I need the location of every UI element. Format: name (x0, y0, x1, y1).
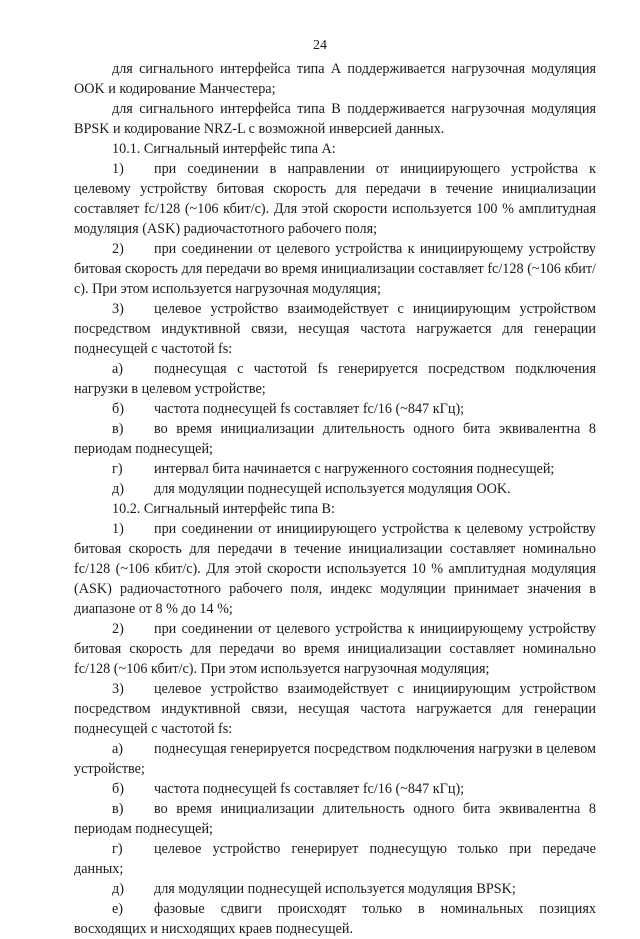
sub-list-item (74, 879, 596, 899)
sub-list-item-label: б) (112, 401, 124, 417)
list-item-text: целевое устройство взаимодействует с инициирующим устройством посредством индуктивной связи, несущая частота нагружается для генерации поднесущей с частотой fs: (74, 301, 596, 357)
sub-list-item-text: поднесущая с частотой fs генерируется посредством подключения нагрузки в целевом устройстве; (74, 361, 596, 397)
sub-list-item-label: а) (112, 361, 124, 377)
list-item-text: при соединении от инициирующего устройства к целевому устройству битовая скорость для передачи в течение инициализации составляет номинально fc/128 (~106 кбит/с). Для этой скорости используется 10 % амплитудная модуляция (ASK) радиочастотного рабочего поля, индекс модуляции принимает значения в диапазоне от 8 % до 14 %; (74, 521, 596, 617)
list-item (74, 519, 596, 619)
sub-list-item-label: а) (112, 741, 124, 757)
list-item (74, 679, 596, 739)
paragraph (74, 59, 596, 99)
sub-list-item-label: в) (112, 801, 124, 817)
section-heading-10-2 (74, 499, 596, 519)
page-number: 24 (313, 38, 327, 53)
sub-list-item-text: поднесущая генерируется посредством подключения нагрузки в целевом устройстве; (74, 741, 596, 777)
list-item-label: 3) (112, 301, 124, 317)
sub-list-item (74, 799, 596, 839)
list-item-text: при соединении от целевого устройства к инициирующему устройству битовая скорость для передачи во время инициализации составляет номинально fc/128 (~106 кбит/с). При этом используется нагрузочная модуляция; (74, 621, 596, 677)
sub-list-item-text: во время инициализации длительность одного бита эквивалентна 8 периодам поднесущей; (74, 801, 596, 837)
sub-list-item (74, 479, 596, 499)
sub-list-item-text: во время инициализации длительность одного бита эквивалентна 8 периодам поднесущей; (74, 421, 596, 457)
sub-list-item (74, 779, 596, 799)
sub-list-item-text: интервал бита начинается с нагруженного состояния поднесущей; (154, 461, 555, 477)
sub-list-item-text: фазовые сдвиги происходят только в номинальных позициях восходящих и нисходящих краев поднесущей. (74, 901, 596, 937)
list-item-label: 1) (112, 521, 124, 537)
sub-list-item-label: в) (112, 421, 124, 437)
list-item (74, 299, 596, 359)
sub-list-item-text: частота поднесущей fs составляет fc/16 (~847 кГц); (154, 781, 465, 797)
paragraph-text: для сигнального интерфейса типа В поддерживается нагрузочная модуляция BPSK и кодирование NRZ-L с возможной инверсией данных. (74, 101, 596, 137)
sub-list-item-text: для модуляции поднесущей используется модуляция BPSK; (154, 881, 516, 897)
heading-text: 10.1. Сигнальный интерфейс типа А: (112, 141, 336, 157)
sub-list-item-label: г) (112, 841, 123, 857)
sub-list-item (74, 399, 596, 419)
heading-text: 10.2. Сигнальный интерфейс типа В: (112, 501, 335, 517)
sub-list-item (74, 419, 596, 459)
list-item-label: 3) (112, 681, 124, 697)
sub-list-item-label: б) (112, 781, 124, 797)
list-item (74, 159, 596, 239)
sub-list-item (74, 359, 596, 399)
sub-list-item-text: частота поднесущей fs составляет fc/16 (~847 кГц); (154, 401, 465, 417)
list-item (74, 619, 596, 679)
paragraph-text: для сигнального интерфейса типа А поддерживается нагрузочная модуляция OOK и кодирование Манчестера; (74, 61, 596, 97)
list-item-label: 1) (112, 161, 124, 177)
sub-list-item (74, 839, 596, 879)
sub-list-item-label: е) (112, 901, 124, 917)
sub-list-item-text: целевое устройство генерирует поднесущую только при передаче данных; (74, 841, 596, 877)
sub-list-item (74, 899, 596, 939)
document-body (74, 59, 596, 939)
section-heading-10-1 (74, 139, 596, 159)
list-item (74, 239, 596, 299)
list-item-text: при соединении в направлении от инициирующего устройства к целевому устройству битовая скорость для передачи в течение инициализации составляет fc/128 (~106 кбит/с). Для этой скорости используется 100 % амплитудная модуляция (ASK) радиочастотного рабочего поля; (74, 161, 596, 237)
list-item-label: 2) (112, 241, 124, 257)
sub-list-item-text: для модуляции поднесущей используется модуляция OOK. (154, 481, 511, 497)
list-item-text: при соединении от целевого устройства к инициирующему устройству битовая скорость для передачи во время инициализации составляет fc/128 (~106 кбит/с). При этом используется нагрузочная модуляция; (74, 241, 596, 297)
sub-list-item-label: д) (112, 481, 124, 497)
sub-list-item (74, 459, 596, 479)
paragraph (74, 99, 596, 139)
sub-list-item-label: д) (112, 881, 124, 897)
list-item-label: 2) (112, 621, 124, 637)
sub-list-item-label: г) (112, 461, 123, 477)
list-item-text: целевое устройство взаимодействует с инициирующим устройством посредством индуктивной связи, несущая частота нагружается для генерации поднесущей с частотой fs: (74, 681, 596, 737)
sub-list-item (74, 739, 596, 779)
